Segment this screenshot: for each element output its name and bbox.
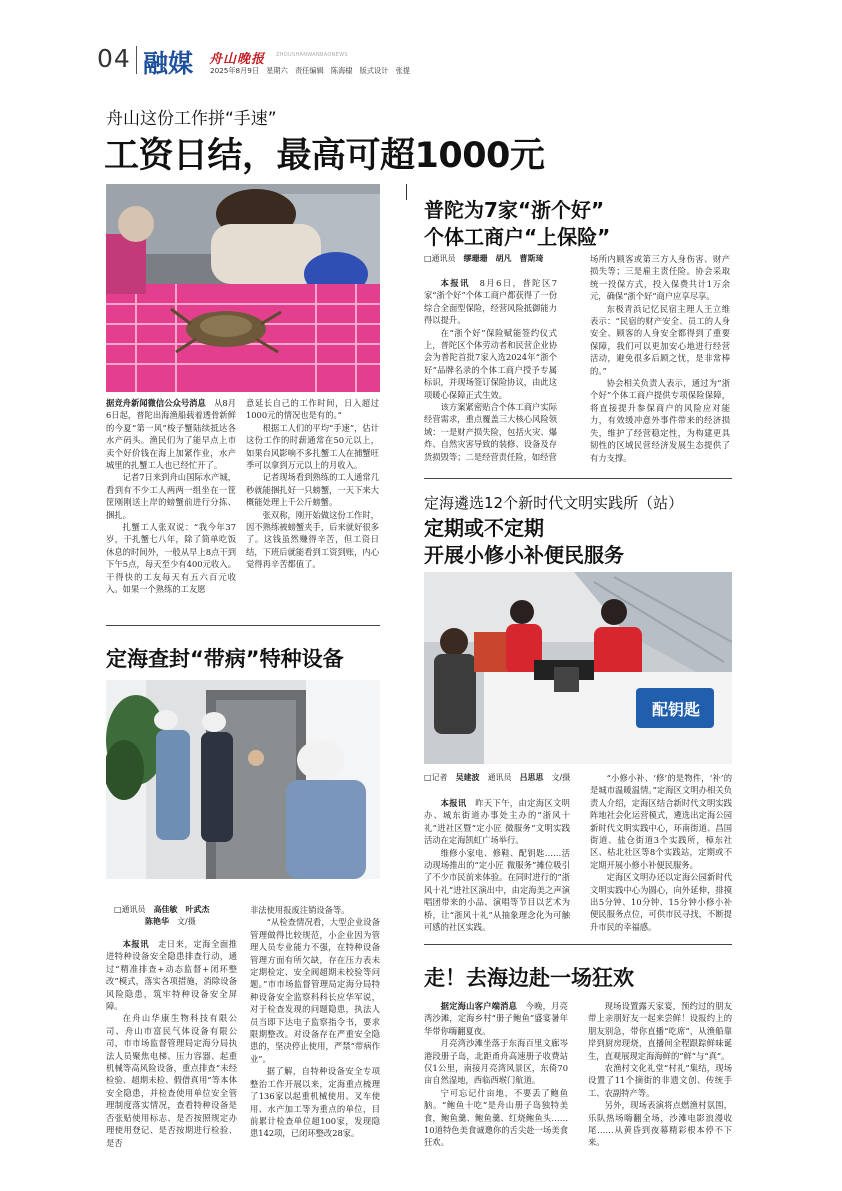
article4-body-col1 xyxy=(106,938,237,1149)
article2-paragraph: 协会相关负责人表示，通过为“浙个好”个体工商户提供专项保险保障，将直接提升参保商户的风险应对能力，有效缓冲意外事件带来的经济损失，维护了经营稳定性，为构建更具韧性的区域民营经济发展生态提供了有力支撑。 xyxy=(590,378,730,463)
byline-names: 陈艳华 xyxy=(145,917,169,926)
article1-paragraph: 据竞舟新闻微信公众号消息 从8月6日起，普陀出海渔船载着透骨新鲜的今夏“第一风”梭子蟹陆续抵达各水产码头。渔民们为了能早点上市卖个好价钱在海上加紧作业，水产城里的扎蟹工人也已经忙开了。 xyxy=(106,398,236,471)
article1-title: 工资日结，最高可超1000元 xyxy=(104,136,545,176)
article4-photo-inspection xyxy=(106,680,380,879)
article5-paragraph: 宁可忘记什亩地，不要丢了鲍鱼脑。“鲍鱼十吃”是舟山册子岛独特美食，鲍鱼羹、鲍鱼羹、红烧鲍鱼头……10道特色美食诚邀你的舌尖赴一场美食狂欢。 xyxy=(424,1087,568,1148)
article4-lead-source: 本报讯 xyxy=(122,939,150,949)
divider xyxy=(424,944,732,945)
divider xyxy=(106,625,380,626)
paper-logo: 舟山晚报 xyxy=(209,52,266,67)
article1-paragraph: 记者7日来到舟山国际水产城，看到有不少工人两两一组坐在一筐筐刚刚送上岸的螃蟹前进行分拣、捆扎。 xyxy=(106,472,236,520)
article1-paragraph: 根据工人们的平均“手速”，估计这份工作的时薪通常在50元以上，如果台风影响不多扎蟹工人在捕蟹旺季可以拿到万元以上的月收入。 xyxy=(246,422,379,471)
article1-paragraph: 张双称，刚开始做这份工作时，因不熟练被螃蟹夹手，后来就好很多了。这钱虽然赚得辛苦，但工资日结，下班后就能看到工资到账，内心觉得再辛苦都值了。 xyxy=(246,509,379,570)
byline-label: □通讯员 xyxy=(424,254,456,263)
article1-paragraph: 扎蟹工人张双说：“我今年37岁，干扎蟹七八年，除了简单吃饭休息的时间外，一般从早上8点干到下午5点，每天至少有400元收入。干得快的工友每天有五六百元收入。如果一个熟练的工友愿 xyxy=(106,522,236,595)
article5-body-col2 xyxy=(588,1000,732,1149)
article4-paragraph: “从检查情况看，大型企业设备管理做得比较规范，小企业因为管理人员专业能力不强，在特种设备管理方面有所欠缺，存在压力表未定期检定、安全阀超期未校验等问题。”市市场监督管理局定海分局特种设备安全监察科科长应华军说，对于检查发现的问题隐患，执法人员当即下达电子监察指令书，要求限期整改。对设备存在严重安全隐患的，坚决停止使用，严禁“带病作业”。 xyxy=(250,917,380,1064)
article4-byline xyxy=(114,904,244,928)
article5-paragraph: 另外，现场表演将点燃渔村氛围，乐队热场嗨翻全场，沙滩电影浪漫收尾……从黄昏到夜幕精彩根本停不下来。 xyxy=(588,1100,732,1148)
article1-body-col1 xyxy=(106,397,236,596)
article3-lead-source: 本报讯 xyxy=(440,798,467,808)
article4-paragraph: 据了解，自特种设备安全专项整治工作开展以来，定海重点梳理了136家以起重机械使用、叉车使用、水产加工等为重点的单位，目前累计检查单位超100家，发现隐患142项，已闭环整改28家。 xyxy=(250,1066,380,1139)
byline-names: 吴建波 xyxy=(455,773,480,782)
article5-body-col1 xyxy=(424,1000,568,1149)
article2-body-col1 xyxy=(424,277,557,463)
article3-byline xyxy=(424,772,570,783)
article3-body-col2 xyxy=(590,772,732,933)
divider xyxy=(424,478,732,479)
article5-lead-source: 据定海山客户端消息 xyxy=(440,1001,518,1011)
article2-body-col2 xyxy=(590,253,730,464)
article1-paragraph: 意延长自己的工作时间，日入超过1000元的情况也是有的。” xyxy=(246,398,379,421)
byline-label: 通讯员 xyxy=(487,773,512,782)
article3-body-col1 xyxy=(424,797,570,933)
article2-paragraph: 场所内顾客或第三方人身伤害、财产损失等；三是雇主责任险。协会采取统一投保方式，投入保费共计1万余元，确保“浙个好”商户应享尽享。 xyxy=(590,254,730,302)
article3-photo-repair-service xyxy=(424,572,732,764)
article4-paragraph: 本报讯 走日来，定海全面推进特种设备安全隐患排查行动，通过“精准排查+动态监督+闭环整改”模式，落实各项措施，消除设备风险隐患，筑牢特种设备安全屏障。 xyxy=(106,939,237,1012)
paper-pinyin: ZHOUSHANWANBAONEWS xyxy=(276,52,348,58)
article4-body-col2 xyxy=(250,904,380,1140)
article2-byline xyxy=(424,253,544,264)
article5-paragraph: 据定海山客户端消息 今晚，月亮湾沙滩，定海乡村“册子鲍鱼”盛宴暑年华带你嗨翻夏夜。 xyxy=(424,1001,568,1036)
page-number: 04 xyxy=(97,44,131,73)
article1-kicker: 舟山这份工作拼“手速” xyxy=(106,109,277,129)
byline-names: 高佳敏 叶武杰 xyxy=(153,905,210,914)
article1-body-col2 xyxy=(246,397,379,571)
article3-paragraph: “小修小补、‘修’的是物件，‘补’的是城市温暖温情。”定海区文明办相关负责人介绍，定海区结合新时代文明实践阵地社会化运营模式，遴选出定海公园新时代文明实践中心，环南街道、昌国街道、盐仓街道3个实践所，樟东社区、枯北社区等8个实践站，定期或不定期开展小修小补便民服务。 xyxy=(590,773,732,870)
article2-title: 普陀为7家“浙个好” 个体工商户“上保险” xyxy=(424,198,611,249)
article5-paragraph: 现场设置露天家宴，预约过的朋友带上亲朋好友一起来尝鲜！设报约上的朋友别急，带你直播“吃席”，从渔船靠岸到厨房现烧，直播间全程跟踪鲜味诞生，直观展现定海海鲜的“鲜”与“真”。 xyxy=(588,1001,732,1061)
article1-lead-source: 据竞舟新闻微信公众号消息 xyxy=(106,398,206,408)
byline-suffix: 文/摄 xyxy=(551,773,571,782)
article2-paragraph: 该方案紧密贴合个体工商户实际经营需求，重点覆盖三大核心风险领域：一是财产损失险，包括火灾、爆炸、自然灾害导致的装修、设备及存货损毁等；二是经营责任险，如经营 xyxy=(424,402,557,462)
byline-names: 缪珊珊 胡凡 曹斯琦 xyxy=(463,254,544,263)
article3-title: 定期或不定期 开展小修小补便民服务 xyxy=(424,516,624,567)
article2-lead-source: 本报讯 xyxy=(440,278,470,288)
repair-sign-label: 配钥匙 xyxy=(651,700,700,719)
date-line: 2025年8月9日 星期六 责任编辑 陈海棣 版式设计 张提 xyxy=(210,66,410,75)
byline-names: 吕思思 xyxy=(519,773,544,782)
masthead-divider xyxy=(136,46,137,74)
article1-paragraph: 记者现场看到熟练的工人通常几秒就能捆扎好一只螃蟹，一天下来大概能处理上千公斤螃蟹。 xyxy=(246,472,379,508)
article4-paragraph: 在舟山华康生物科技有限公司、舟山市富民气体设备有限公司，市市场监督管理局定海分局执法人员聚焦电梯、压力容器、起重机械等高风险设备，重点排查“未经检验、超期未检、假借真用”等本体安全隐患，并检查使用单位安全管理制度落实情况，查看特种设备是否张贴使用标志、是否按照规定办理使用登记、是否按期进行检验、是否 xyxy=(106,1013,237,1148)
article2-paragraph: 本报讯 8月6日，普陀区7家“浙个好”个体工商户都获得了一份综合全面型保险，经营风险抵御能力得以提升。 xyxy=(424,278,557,326)
article5-paragraph: 农渔村文化礼堂“村礼”集结，现场设置了11个摘街的非遗文创、传统手工、农副特产等。 xyxy=(588,1063,732,1098)
article2-paragraph: 东极青浜记忆民宿主理人王立维表示：“民宿的财产安全、员工的人身安全、顾客的人身安全都得到了重要保障，我们可以更加安心地进行经营活动，避免很多后顾之忧，是非常棒的。” xyxy=(590,303,730,376)
column-divider xyxy=(406,184,407,200)
article5-paragraph: 月亮湾沙滩坐落于东海百里文廊岑港段册子岛，北距甬舟高速册子收费站仅1公里，南接月亮湾风景区，东倚70亩自然湿地，西临西堠门航道。 xyxy=(424,1038,568,1086)
byline-label: □记者 xyxy=(424,773,448,782)
article4-paragraph: 非法使用报废注销设备等。 xyxy=(250,905,350,915)
section-name: 融媒 xyxy=(143,49,194,78)
byline-label: □通讯员 xyxy=(114,905,146,914)
article2-paragraph: 在“浙个好”保险赋能签约仪式上，普陀区个体劳动者和民营企业协会为普陀首批7家入选2024年“浙个好”品牌名录的个体工商户授予专属标识，并现场签订保险协议，由此这项暖心保障正式生效。 xyxy=(424,327,557,400)
byline-suffix: 文/摄 xyxy=(177,917,196,926)
article5-title: 走！去海边赴一场狂欢 xyxy=(424,966,634,990)
article1-photo-crab-sorting xyxy=(106,184,380,392)
article3-kicker: 定海遴选12个新时代文明实践所（站） xyxy=(424,494,684,512)
article3-paragraph: 本报讯 昨天下午，由定海区文明办、城东街道办事处主办的“浙风十礼”进社区暨“定小匠 微服务”文明实践活动在定海凯虹广场举行。 xyxy=(424,798,570,846)
article3-paragraph: 维修小家电、修鞋、配钥匙……活动现场推出的“定小匠 微服务”摊位吸引了不少市民前来体验。在同时进行的“浙风十礼”进社区演出中，由定海美之声演唱团带来的小品、演唱等节目以艺术为桥，让“浙风十礼”从抽象理念化为可触可感的社区实践。 xyxy=(424,847,570,933)
article3-paragraph: 定海区文明办还以定海公园新时代文明实践中心为圆心，向外延伸，排摸出5分钟、10分钟、15分钟小修小补便民服务点位，可供市民寻找，不断提升市民的幸福感。 xyxy=(590,872,732,932)
article4-title: 定海查封“带病”特种设备 xyxy=(106,647,344,671)
